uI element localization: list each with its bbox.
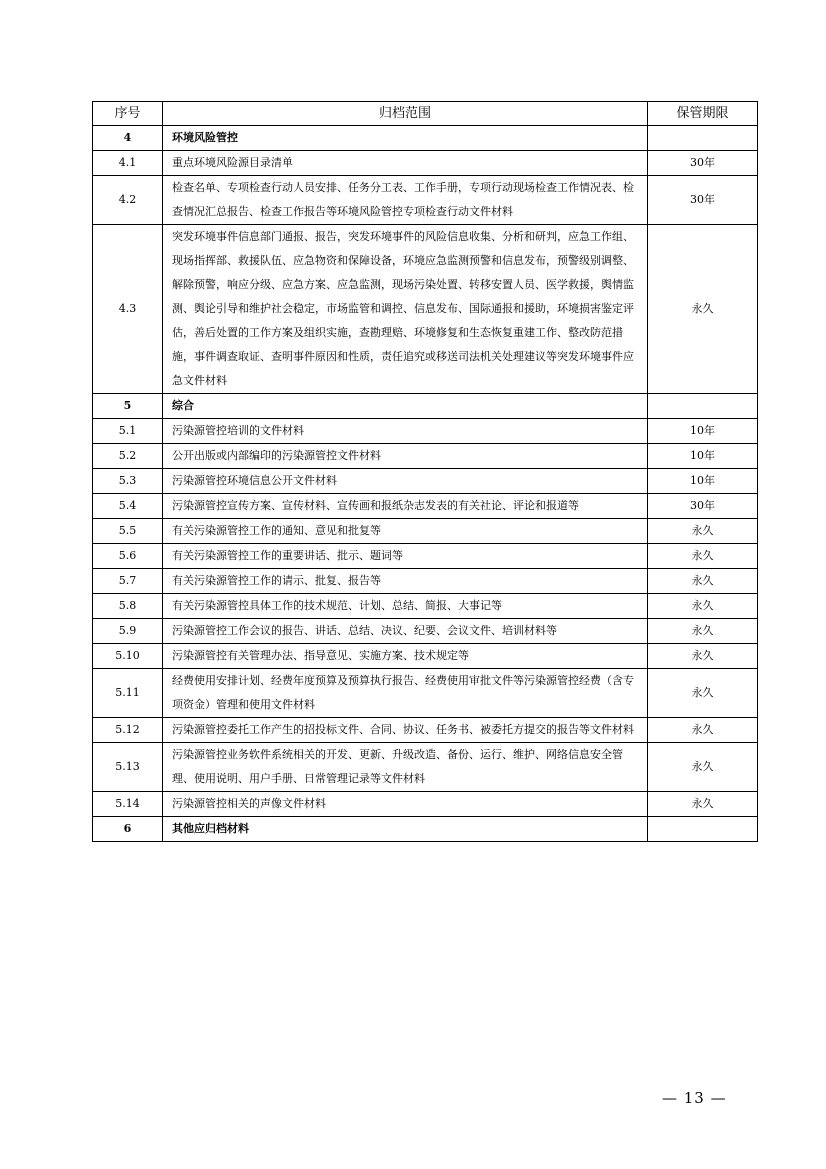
table-row xyxy=(93,644,758,669)
archive-scope-sheet xyxy=(92,101,757,842)
retention-period: 永久 xyxy=(648,569,758,594)
retention-period: 永久 xyxy=(648,792,758,817)
row-number: 6 xyxy=(93,817,163,842)
row-number: 5.13 xyxy=(93,743,163,792)
retention-period: 30年 xyxy=(648,494,758,519)
row-number: 4.2 xyxy=(93,176,163,225)
row-number: 5.11 xyxy=(93,669,163,718)
row-number: 5 xyxy=(93,394,163,419)
archive-scope: 突发环境事件信息部门通报、报告，突发环境事件的风险信息收集、分析和研判，应急工作组、现场指挥部、救援队伍、应急物资和保障设备，环境应急监测预警和信息发布，预警级别调整、解除预警，响应分级、应急方案、应急监测，现场污染处置、转移安置人员、医学救援，舆情监测、舆论引导和维护社会稳定，市场监管和调控、信息发布、国际通报和援助，环境损害鉴定评估，善后处置的工作方案及组织实施，查勘理赔、环境修复和生态恢复重建工作、整改防范措施，事件调查取证、查明事件原因和性质，责任追究或移送司法机关处理建议等突发环境事件应急文件材料 xyxy=(163,225,648,394)
section-row xyxy=(93,126,758,151)
row-number: 5.14 xyxy=(93,792,163,817)
retention-period: 10年 xyxy=(648,444,758,469)
row-number: 5.7 xyxy=(93,569,163,594)
retention-period: 永久 xyxy=(648,619,758,644)
archive-scope: 污染源管控环境信息公开文件材料 xyxy=(163,469,648,494)
archive-scope: 污染源管控有关管理办法、指导意见、实施方案、技术规定等 xyxy=(163,644,648,669)
retention-period: 永久 xyxy=(648,644,758,669)
row-number: 5.6 xyxy=(93,544,163,569)
retention-period: 30年 xyxy=(648,176,758,225)
header-seq: 序号 xyxy=(93,102,163,126)
archive-scope: 污染源管控委托工作产生的招投标文件、合同、协议、任务书、被委托方提交的报告等文件材料 xyxy=(163,718,648,743)
retention-period: 10年 xyxy=(648,469,758,494)
row-number: 5.3 xyxy=(93,469,163,494)
archive-scope: 污染源管控宣传方案、宣传材料、宣传画和报纸杂志发表的有关社论、评论和报道等 xyxy=(163,494,648,519)
archive-scope: 经费使用安排计划、经费年度预算及预算执行报告、经费使用审批文件等污染源管控经费（含专项资金）管理和使用文件材料 xyxy=(163,669,648,718)
section-title: 综合 xyxy=(163,394,648,419)
archive-scope: 有关污染源管控工作的通知、意见和批复等 xyxy=(163,519,648,544)
table-row xyxy=(93,669,758,718)
archive-scope: 有关污染源管控工作的请示、批复、报告等 xyxy=(163,569,648,594)
archive-scope: 污染源管控相关的声像文件材料 xyxy=(163,792,648,817)
retention-period: 永久 xyxy=(648,669,758,718)
archive-scope: 检查名单、专项检查行动人员安排、任务分工表、工作手册，专项行动现场检查工作情况表、检查情况汇总报告、检查工作报告等环境风险管控专项检查行动文件材料 xyxy=(163,176,648,225)
table-row xyxy=(93,594,758,619)
retention-period: 永久 xyxy=(648,594,758,619)
section-title: 环境风险管控 xyxy=(163,126,648,151)
table-row xyxy=(93,176,758,225)
retention-period: 永久 xyxy=(648,718,758,743)
retention-period: 10年 xyxy=(648,419,758,444)
retention-period: 永久 xyxy=(648,743,758,792)
section-row xyxy=(93,394,758,419)
retention-period: 永久 xyxy=(648,519,758,544)
table-row xyxy=(93,743,758,792)
row-number: 5.4 xyxy=(93,494,163,519)
retention-period: 永久 xyxy=(648,225,758,394)
row-number: 5.9 xyxy=(93,619,163,644)
retention-period xyxy=(648,394,758,419)
row-number: 5.10 xyxy=(93,644,163,669)
retention-period xyxy=(648,126,758,151)
row-number: 4 xyxy=(93,126,163,151)
table-row xyxy=(93,619,758,644)
archive-scope: 污染源管控工作会议的报告、讲话、总结、决议、纪要、会议文件、培训材料等 xyxy=(163,619,648,644)
table-row xyxy=(93,494,758,519)
table-row xyxy=(93,444,758,469)
row-number: 4.1 xyxy=(93,151,163,176)
archive-scope-table xyxy=(92,101,758,842)
section-title: 其他应归档材料 xyxy=(163,817,648,842)
archive-scope: 污染源管控业务软件系统相关的开发、更新、升级改造、备份、运行、维护、网络信息安全管理、使用说明、用户手册、日常管理记录等文件材料 xyxy=(163,743,648,792)
archive-scope: 有关污染源管控工作的重要讲话、批示、题词等 xyxy=(163,544,648,569)
page-number: — 13 — xyxy=(662,1089,727,1107)
table-row xyxy=(93,544,758,569)
row-number: 5.12 xyxy=(93,718,163,743)
table-row xyxy=(93,519,758,544)
table-row xyxy=(93,225,758,394)
archive-scope: 有关污染源管控具体工作的技术规范、计划、总结、简报、大事记等 xyxy=(163,594,648,619)
retention-period: 30年 xyxy=(648,151,758,176)
retention-period xyxy=(648,817,758,842)
archive-scope: 重点环境风险源目录清单 xyxy=(163,151,648,176)
row-number: 5.1 xyxy=(93,419,163,444)
retention-period: 永久 xyxy=(648,544,758,569)
row-number: 5.5 xyxy=(93,519,163,544)
row-number: 5.8 xyxy=(93,594,163,619)
archive-scope: 污染源管控培训的文件材料 xyxy=(163,419,648,444)
table-row xyxy=(93,151,758,176)
table-row xyxy=(93,718,758,743)
table-row xyxy=(93,469,758,494)
section-row xyxy=(93,817,758,842)
archive-scope: 公开出版或内部编印的污染源管控文件材料 xyxy=(163,444,648,469)
table-row xyxy=(93,569,758,594)
table-row xyxy=(93,792,758,817)
row-number: 5.2 xyxy=(93,444,163,469)
table-row xyxy=(93,419,758,444)
header-scope: 归档范围 xyxy=(163,102,648,126)
row-number: 4.3 xyxy=(93,225,163,394)
header-period: 保管期限 xyxy=(648,102,758,126)
table-header-row xyxy=(93,102,758,126)
